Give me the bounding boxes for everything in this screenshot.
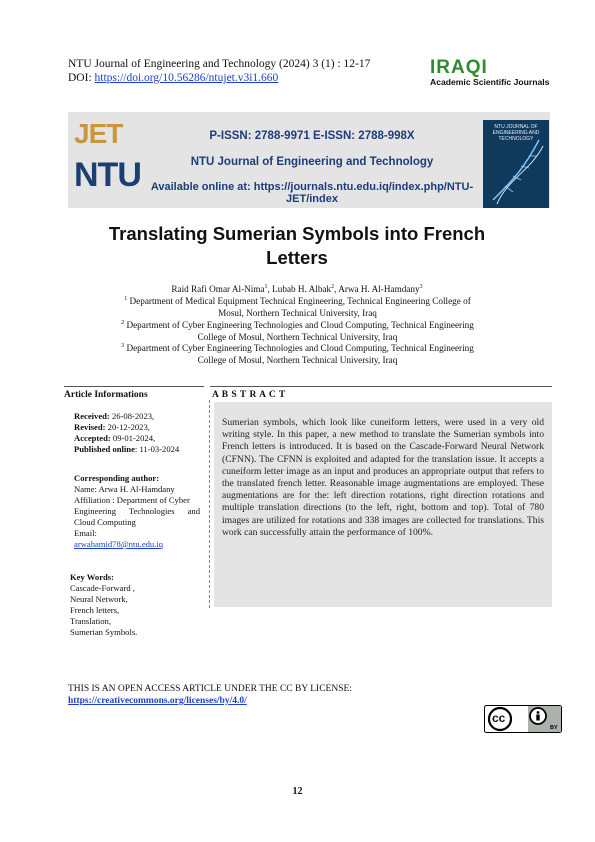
license-statement: THIS IS AN OPEN ACCESS ARTICLE UNDER THE CC BY LICENSE:: [68, 684, 352, 694]
author-name-line: Name: Arwa H. Al-Hamdany: [74, 484, 175, 494]
section-divider: [210, 386, 552, 387]
keyword-item: Cascade-Forward ,: [70, 583, 135, 593]
received-label: Received:: [74, 411, 110, 421]
affiliation-text: Department of Medical Equipment Technical Engineering, Technical Engineering College of: [129, 296, 471, 307]
keywords-label: Key Words:: [70, 572, 115, 582]
issn-line: P-ISSN: 2788-9971 E-ISSN: 2788-998X: [209, 130, 415, 142]
title-line-2: Letters: [266, 247, 328, 268]
author-name: Raid Rafi Omar Al-Nima: [171, 284, 265, 295]
iraqi-brand: IRAQI: [430, 57, 488, 78]
revised-label: Revised:: [74, 422, 106, 432]
accepted-label: Accepted:: [74, 433, 111, 443]
logo-jet-text: JET: [74, 118, 123, 149]
cc-text: cc: [492, 711, 506, 725]
affiliation-text: Department of Cyber Engineering Technologies and Cloud Computing, Technical Engineering: [126, 320, 474, 331]
doi-link[interactable]: https://doi.org/10.56286/ntujet.v3i1.660: [94, 72, 279, 84]
title-line-1: Translating Sumerian Symbols into French: [108, 223, 486, 244]
keyword-item: Translation,: [70, 616, 111, 626]
doi-line: [68, 72, 278, 84]
article-info-heading: Article Informations: [64, 390, 148, 400]
affiliation-line: Cloud Computing: [74, 517, 136, 527]
journal-cover-image: [483, 120, 549, 208]
logo-ntu-text: NTU: [74, 156, 141, 194]
received-date: 26-08-2023,: [109, 411, 155, 421]
email-link[interactable]: arwahamid78@ntu.edu.iq: [74, 539, 164, 549]
author-name: Arwa H. Al-Hamdany: [338, 284, 420, 295]
author-list: Raid Rafi Omar Al-Nima$^1$, Lubab H. Albak$^2$, Arwa H. Al-Hamdany$^3$: [171, 284, 423, 295]
abstract-heading: A B S T R A C T: [212, 390, 286, 400]
corresponding-label: Corresponding author:: [74, 473, 160, 483]
affiliation-text: Mosul, Northern Technical University, Iraq: [218, 308, 377, 319]
iraqi-logo[interactable]: [430, 59, 560, 87]
author-sup: 3: [419, 284, 423, 290]
corresponding-author: [74, 473, 200, 550]
published-label: Published online: [74, 444, 135, 454]
article-dates: [74, 411, 179, 455]
affiliation-line: Affiliation : Department of Cyber: [74, 495, 190, 505]
iraqi-subtitle: Academic Scientific Journals: [430, 77, 550, 87]
affiliation-text: College of Mosul, Northern Technical University, Iraq: [197, 332, 398, 343]
keywords-block: [70, 572, 137, 638]
license-link[interactable]: https://creativecommons.org/licenses/by/4.0/: [68, 696, 247, 706]
affiliation-sup: 1: [124, 296, 128, 302]
keyword-item: Neural Network,: [70, 594, 128, 604]
affiliation-3: [100, 340, 495, 366]
email-label: Email:: [74, 528, 97, 538]
author-sup: 2: [331, 284, 335, 290]
doi-label: DOI:: [68, 72, 95, 84]
banner-journal-name: NTU Journal of Engineering and Technology: [190, 156, 434, 168]
banner-available-online: Available online at: https://journals.ntu.edu.iq/index.php/NTU-JET/index: [150, 181, 474, 205]
license-link-line: [68, 696, 247, 706]
abstract-text: Sumerian symbols, which look like cuneiform letters, were used in a very old writing style. In this paper, a new method to translate the Sumerian symbols into French letters is introduced. It is based on the Cascade-Forward Neural Network (CFNN). The CFNN is exploited and adapted for the translation issue. It accepts a cuneiform letter image as an input and produces an appropriate output that refers to the translated french letter. Reasonable image augmentations are employed. These augmentations are for the: left direction rotations, right direction rotations and multiple translation directions (to the left, right, bottom and top). Total of 780 images are utilized for rotations and 338 images are collected for translations. This work can successfully attain the performance of 100%.: [222, 417, 544, 538]
section-divider: [64, 386, 204, 387]
page-number: 12: [292, 786, 303, 797]
affiliation-sup: 2: [121, 320, 125, 326]
column-divider: [209, 400, 210, 608]
published-date: : 11-03-2024: [134, 444, 180, 454]
keyword-item: French letters,: [70, 605, 120, 615]
affiliation-line: Engineering Technologies and: [74, 506, 200, 516]
affiliation-text: Department of Cyber Engineering Technologies and Cloud Computing, Technical Engineering: [126, 343, 474, 354]
cc-by-badge[interactable]: [484, 705, 562, 733]
by-text: BY: [550, 725, 558, 731]
jet-ntu-logo: [74, 118, 141, 200]
accepted-date: 09-01-2024,: [110, 433, 156, 443]
author-name: Lubab H. Albak: [272, 284, 332, 295]
affiliation-sup: 3: [121, 343, 125, 349]
keyword-item: Sumerian Symbols.: [70, 627, 138, 637]
paper-title: [68, 222, 526, 270]
affiliation-1: [100, 293, 495, 319]
affiliation-text: College of Mosul, Northern Technical University, Iraq: [197, 355, 398, 366]
dna-helix-icon: [483, 120, 549, 208]
cover-title: NTU JOURNAL OF ENGINEERING AND TECHNOLOGY: [492, 124, 540, 142]
author-sup: 1: [264, 284, 268, 290]
journal-citation: NTU Journal of Engineering and Technology (2024) 3 (1) : 12-17: [68, 58, 371, 70]
revised-date: 20-12-2023,: [105, 422, 150, 432]
